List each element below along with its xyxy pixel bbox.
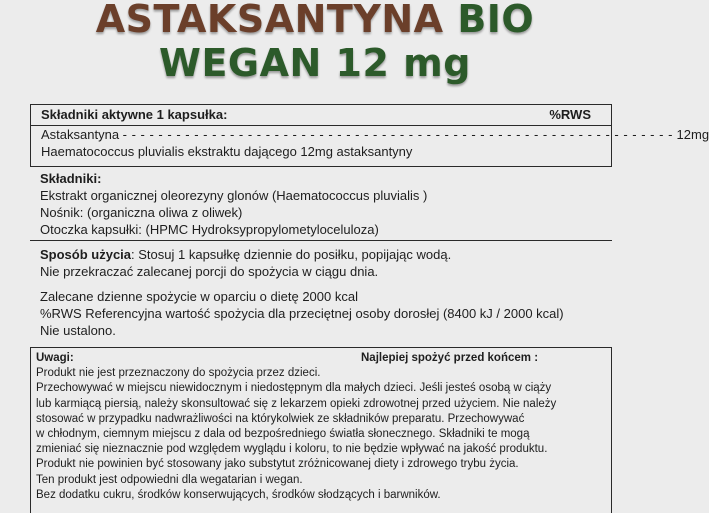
ingredient-line: Otoczka kapsułki: (HPMC Hydroksypropylometyloceluloza) [40, 222, 379, 237]
title-wegan: WEGAN [159, 41, 322, 85]
warnings-text [36, 351, 556, 503]
warnings-box [30, 347, 612, 513]
active-ingredients-table [30, 104, 709, 167]
astaxanthin-name: Astaksantyna [41, 127, 120, 142]
usage-label: Sposób użycia [40, 247, 132, 262]
daily-line: Zalecane dzienne spożycie w oparciu o dietę 2000 kcal [40, 289, 358, 304]
usage-section [40, 246, 451, 280]
ingredients-section [40, 170, 427, 238]
warning-line: Ten produkt jest odpowiedni dla wegatarian i wegan. [36, 473, 303, 486]
usage-line-1 [40, 246, 451, 263]
ingredient-line: Nośnik: (organiczna oliwa z oliwek) [40, 205, 243, 220]
divider [30, 240, 612, 241]
title-astaksantyna: ASTAKSANTYNA [95, 0, 444, 41]
title-bio: BIO [457, 0, 535, 41]
warnings-header: Uwagi: [36, 352, 74, 364]
warning-line: Bez dodatku cukru, środków konserwujących, środków słodzących i barwników. [36, 488, 441, 501]
haematococcus-row: Haematococcus pluvialis ekstraktu dającego 12mg astaksantyny [41, 144, 413, 159]
usage-text: : Stosuj 1 kapsułkę dziennie do posiłku, popijając wodą. [131, 247, 452, 262]
daily-line: Nie ustalono. [40, 323, 116, 338]
warning-line: Produkt nie jest przeznaczony do spożycia przez dzieci. [36, 367, 321, 380]
warning-line: Przechowywać w miejscu niewidocznym i niedostępnym dla małych dzieci. Jeśli jesteś osobą w ciąży [36, 382, 552, 395]
daily-line: %RWS Referencyjna wartość spożycia dla przeciętnej osoby dorosłej (8400 kJ / 2000 kcal) [40, 306, 564, 321]
ingredients-header: Składniki: [40, 171, 102, 186]
warning-line: lub karmiącą piersią, należy skonsultować się z lekarzem opieki zdrowotnej przed użyciem. Nie należy [36, 397, 557, 410]
warning-line: stosować w przypadku nadwrażliwości na którykolwiek ze składników preparatu. Przechowywać [36, 412, 525, 425]
best-before-label: Najlepiej spożyć przed końcem : [361, 352, 539, 364]
dotted-leader: - - - - - - - - - - - - - - - - - - - - - - - - - - - - - - - - - - - - - - - - - - - - - - - - - - - - - - - - - - - - - - [122, 127, 673, 142]
active-ingredients-title: Składniki aktywne 1 kapsułka: [41, 107, 228, 122]
title-dose: 12 mg [335, 41, 471, 85]
daily-intake-section [40, 288, 564, 339]
product-title-line2 [0, 41, 630, 85]
warning-line: zmieniać się nieznacznie pod względem wyglądu i koloru, to nie będzie wpływać na jakość produktu. [36, 443, 548, 456]
ingredient-line: Ekstrakt organicznej oleorezyny glonów (Haematococcus pluvialis ) [40, 188, 428, 203]
astaxanthin-row [31, 126, 709, 143]
active-ingredients-header [31, 105, 611, 126]
astaxanthin-value: 12mg [676, 127, 709, 142]
rws-column-label: %RWS [549, 107, 591, 122]
usage-line-2: Nie przekraczać zalecanej porcji do spożycia w ciągu dnia. [40, 264, 379, 279]
product-title-line1 [0, 0, 630, 41]
warning-line: Produkt nie powinien być stosowany jako substytut zróżnicowanej diety i zdrowego trybu życia. [36, 458, 519, 471]
warning-line: w chłodnym, ciemnym miejscu z dala od bezpośredniego światła słonecznego. Składniki te mogą [36, 428, 530, 441]
